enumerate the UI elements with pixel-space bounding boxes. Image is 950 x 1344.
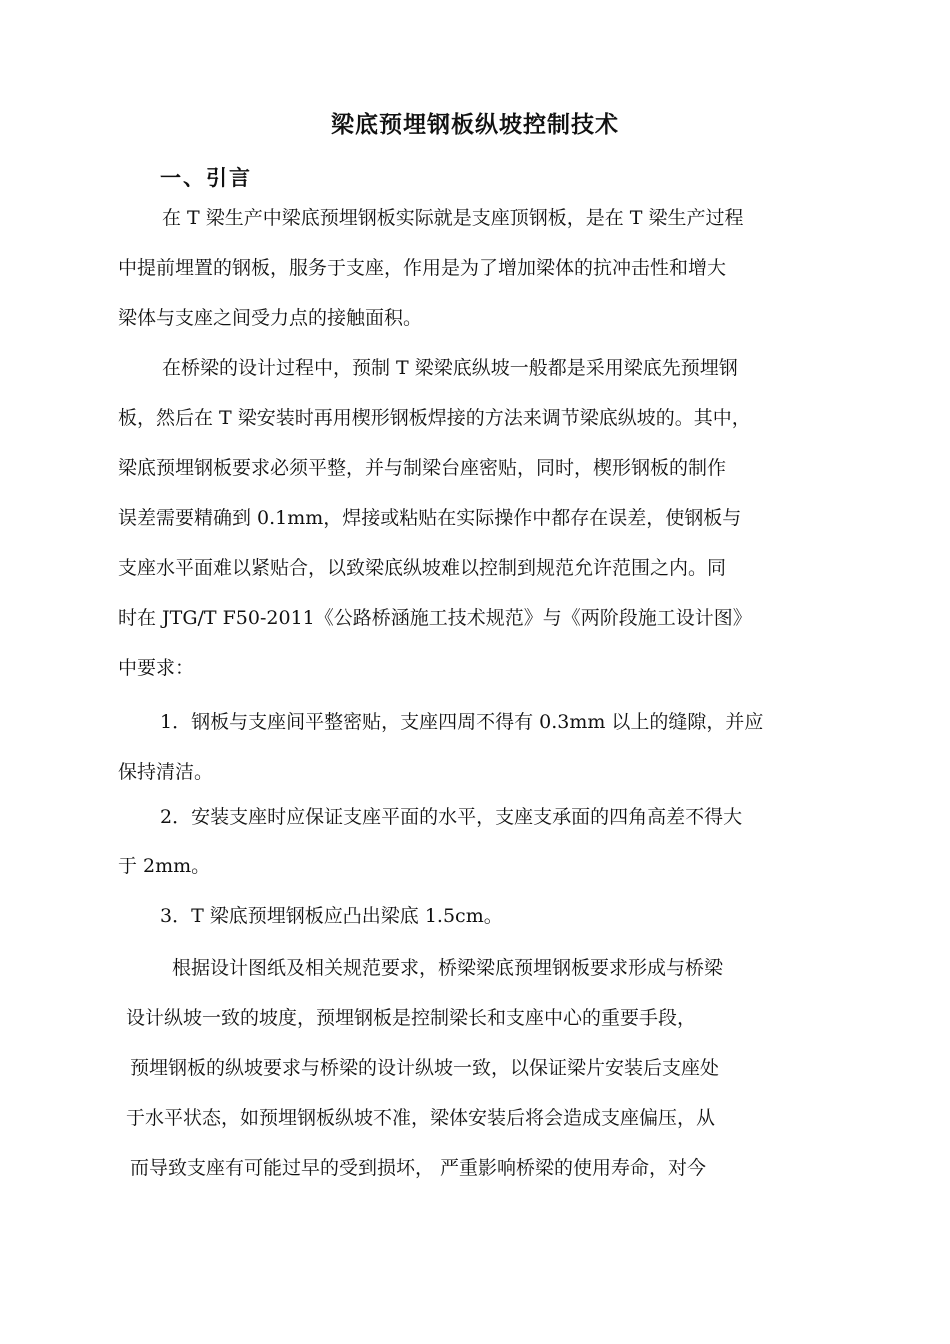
document-title: 梁底预埋钢板纵坡控制技术 [331, 112, 619, 138]
paragraph-line: 支座水平面难以紧贴合，以致梁底纵坡难以控制到规范允许范围之内。同 [118, 557, 727, 579]
list-item-line: 1．钢板与支座间平整密贴，支座四周不得有 0.3mm 以上的缝隙，并应 [160, 711, 764, 733]
list-item-line: 2．安装支座时应保证支座平面的水平，支座支承面的四角高差不得大 [160, 806, 743, 828]
paragraph-line: 而导致支座有可能过早的受到损坏， 严重影响桥梁的使用寿命，对今 [130, 1157, 707, 1179]
paragraph-line: 梁底预埋钢板要求必须平整，并与制梁台座密贴，同时，楔形钢板的制作 [118, 457, 727, 479]
paragraph-line: 在 T 梁生产中梁底预埋钢板实际就是支座顶钢板，是在 T 梁生产过程 [162, 207, 744, 229]
section-heading-introduction: 一、引言 [160, 166, 252, 190]
paragraph-line: 根据设计图纸及相关规范要求，桥梁梁底预埋钢板要求形成与桥梁 [172, 957, 724, 979]
paragraph-line: 中提前埋置的钢板，服务于支座，作用是为了增加梁体的抗冲击性和增大 [118, 257, 727, 279]
paragraph-line: 于水平状态，如预埋钢板纵坡不准，梁体安装后将会造成支座偏压，从 [126, 1107, 716, 1129]
paragraph-line: 中要求： [118, 657, 195, 679]
paragraph-line: 时在 JTG/T F50-2011《公路桥涵施工技术规范》与《两阶段施工设计图》 [118, 607, 752, 629]
paragraph-line: 梁体与支座之间受力点的接触面积。 [118, 307, 423, 329]
list-item-line: 3．T 梁底预埋钢板应凸出梁底 1.5cm。 [160, 905, 503, 927]
paragraph-line: 预埋钢板的纵坡要求与桥梁的设计纵坡一致，以保证梁片安装后支座处 [130, 1057, 720, 1079]
list-item-line: 保持清洁。 [118, 761, 214, 783]
paragraph-line: 设计纵坡一致的坡度，预埋钢板是控制梁长和支座中心的重要手段， [126, 1007, 697, 1029]
paragraph-line: 在桥梁的设计过程中，预制 T 梁梁底纵坡一般都是采用梁底先预埋钢 [162, 357, 738, 379]
paragraph-line: 板，然后在 T 梁安装时再用楔形钢板焊接的方法来调节梁底纵坡的。其中， [118, 407, 751, 429]
list-item-line: 于 2mm。 [118, 855, 211, 877]
paragraph-line: 误差需要精确到 0.1mm，焊接或粘贴在实际操作中都存在误差，使钢板与 [118, 507, 742, 529]
